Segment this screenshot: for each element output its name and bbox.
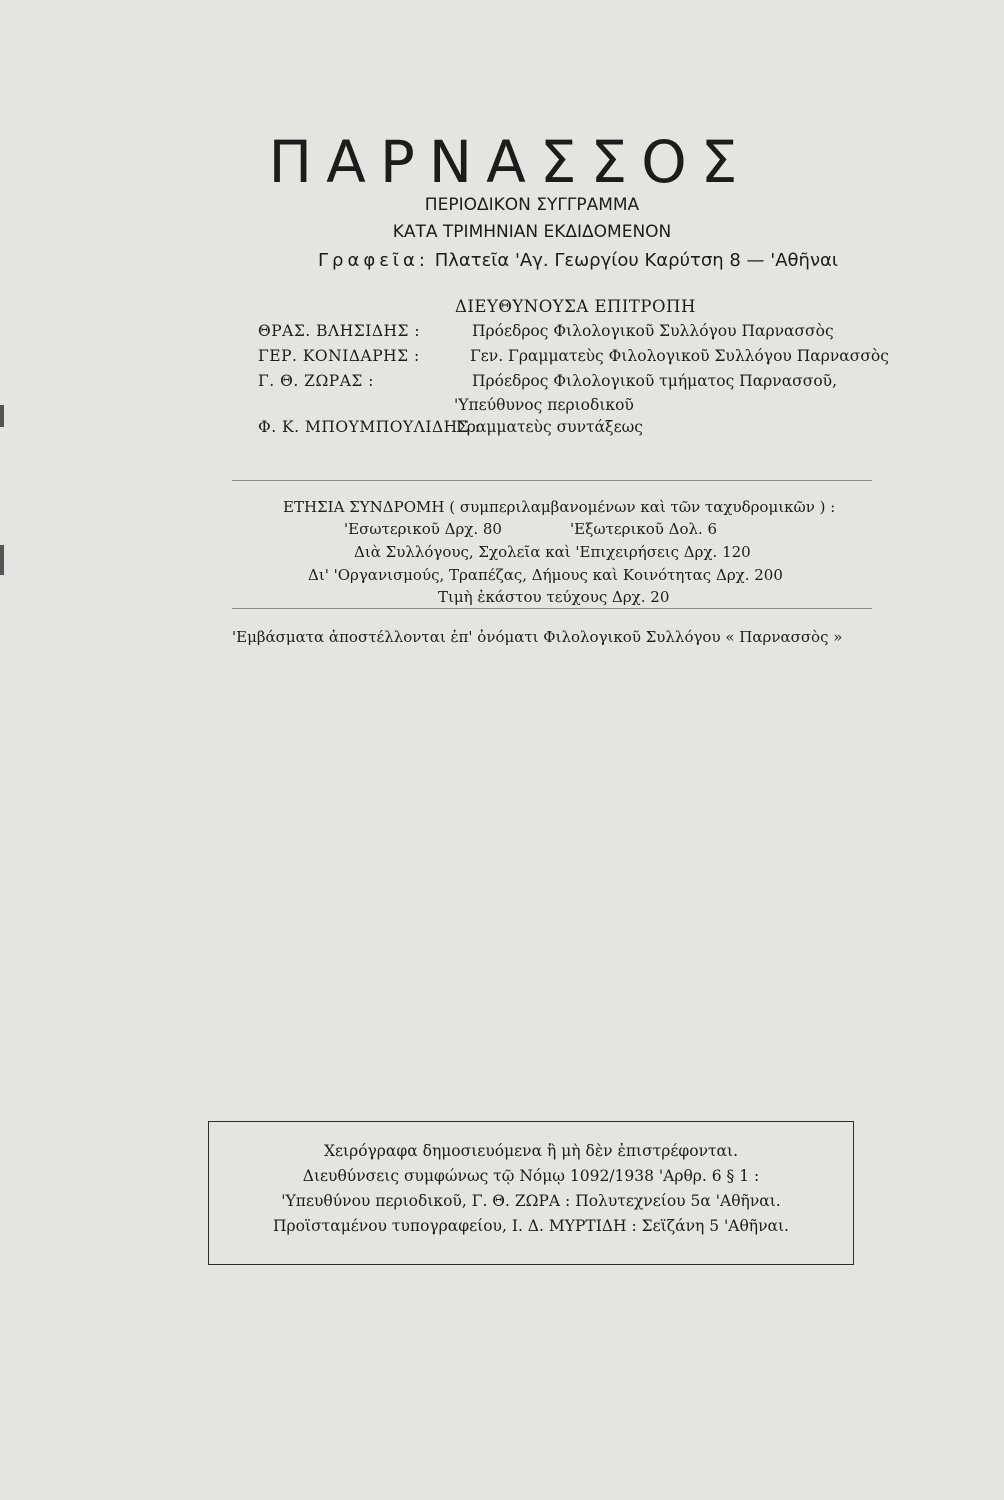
member-role-secondary: 'Υπεύθυνος περιοδικοῦ xyxy=(454,396,634,414)
member-role: Γεν. Γραμματεὺς Φιλολογικοῦ Συλλόγου Παρνασσὸς xyxy=(470,347,889,365)
separator-rule xyxy=(232,608,872,609)
committee-heading: ΔΙΕΥΘΥΝΟΥΣΑ ΕΠΙΤΡΟΠΗ xyxy=(455,297,696,316)
journal-subtitle-1: ΠΕΡΙΟΔΙΚΟΝ ΣΥΓΓΡΑΜΜΑ xyxy=(424,195,640,215)
issue-price: Τιμὴ ἑκάστου τεύχους Δρχ. 20 xyxy=(438,588,670,606)
subscription-organizations: Δι' 'Οργανισμούς, Τραπέζας, Δήμους καὶ Κοινότητας Δρχ. 200 xyxy=(308,566,783,584)
legal-line: Χειρόγραφα δημοσιευόμενα ἢ μὴ δὲν ἐπιστρέφονται. xyxy=(323,1142,739,1160)
member-name: ΘΡΑΣ. ΒΛΗΣΙΔΗΣ : xyxy=(258,322,421,340)
subscription-domestic: 'Εσωτερικοῦ Δρχ. 80 xyxy=(344,520,502,538)
subscription-schools: Διὰ Συλλόγους, Σχολεῖα καὶ 'Επιχειρήσεις Δρχ. 120 xyxy=(354,543,751,561)
member-name: ΓΕΡ. ΚΟΝΙΔΑΡΗΣ : xyxy=(258,347,420,365)
journal-subtitle-2: ΚΑΤΑ ΤΡΙΜΗΝΙΑΝ ΕΚΔΙΔΟΜΕΝΟΝ xyxy=(392,222,672,242)
journal-title: ΠΑΡΝΑΣΣΟΣ xyxy=(268,128,752,196)
offices-label: Γραφεῖα: xyxy=(318,250,429,271)
member-name: Φ. Κ. ΜΠΟΥΜΠΟΥΛΙΔΗΣ : xyxy=(258,418,481,436)
member-role: Γραμματεὺς συντάξεως xyxy=(456,418,643,436)
remittance-note: 'Εμβάσματα ἀποστέλλονται ἐπ' ὀνόματι Φιλολογικοῦ Συλλόγου « Παρνασσὸς » xyxy=(232,628,843,646)
member-name: Γ. Θ. ΖΩΡΑΣ : xyxy=(258,372,375,390)
binding-mark xyxy=(0,405,4,427)
offices-address: Πλατεῖα 'Αγ. Γεωργίου Καρύτση 8 — 'Αθῆναι xyxy=(434,250,838,271)
member-role: Πρόεδρος Φιλολογικοῦ Συλλόγου Παρνασσὸς xyxy=(472,322,834,340)
legal-line: 'Υπευθύνου περιοδικοῦ, Γ. Θ. ΖΩΡΑ : Πολυτεχνείου 5α 'Αθῆναι. xyxy=(281,1192,781,1210)
offices-line xyxy=(318,250,838,271)
subscription-heading: ΕΤΗΣΙΑ ΣΥΝΔΡΟΜΗ ( συμπεριλαμβανομένων καὶ τῶν ταχυδρομικῶν ) : xyxy=(283,498,836,516)
legal-line: Διευθύνσεις συμφώνως τῷ Νόμῳ 1092/1938 'Αρθρ. 6 § 1 : xyxy=(302,1167,760,1185)
subscription-foreign: 'Εξωτερικοῦ Δολ. 6 xyxy=(570,520,718,538)
member-role: Πρόεδρος Φιλολογικοῦ τμήματος Παρνασσοῦ, xyxy=(472,372,837,390)
legal-notice-box xyxy=(208,1121,854,1265)
binding-mark xyxy=(0,545,4,575)
separator-rule xyxy=(232,480,872,481)
legal-line: Προϊσταμένου τυπογραφείου, Ι. Δ. ΜΥΡΤΙΔΗ : Σεϊζάνη 5 'Αθῆναι. xyxy=(273,1217,789,1235)
